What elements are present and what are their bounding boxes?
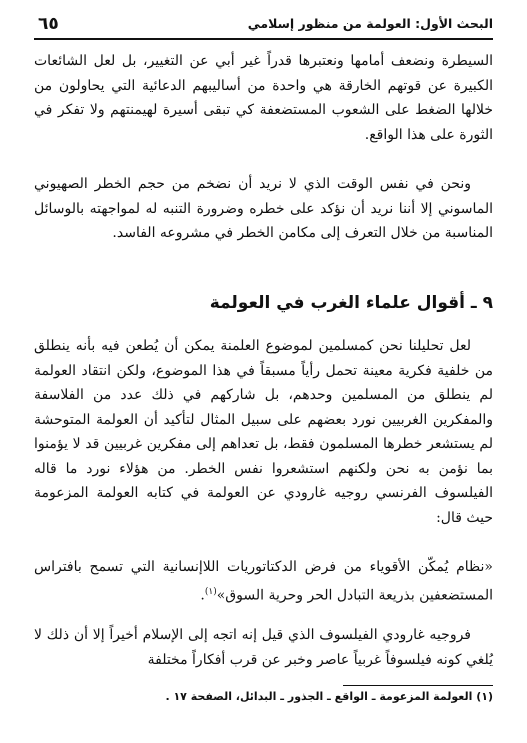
footnote — [34, 690, 493, 703]
header-rule — [34, 38, 493, 40]
page-number: ٦٥ — [38, 14, 59, 34]
running-header — [34, 14, 493, 36]
footnote-reference: (١) — [204, 586, 217, 597]
header-title: البحث الأول: العولمة من منظور إسلامي — [247, 16, 493, 31]
garaudy-quote: «نظام يُمكّن الأقوياء من فرض الدكتاتوريات اللاإنسانية التي تسمح بافتراس المستضعفين بذريعة التبادل الحر وحرية السوق»$^{(١)}$. — [34, 559, 493, 604]
footnote-marker: (١) — [476, 690, 493, 703]
paragraph-3: لعل تحليلنا نحن كمسلمين لموضوع العلمنة يمكن أن يُطعن فيه بأنه ينطلق من خلفية فكرية معينة تحمل رأياً مسبقاً في هذا الموضوع، ولكن انتقاد العولمة لم ينطلق من المسلمين وحدهم، بل شاركهم في ذلك عدد من الفلاسفة والمفكرين الغربيين نورد بعضهم على سبيل المثال لتأكيد أن العولمة المتوحشة لم يستشعر خطرها المسلمون فقط، بل تعداهم إلى مفكرين غربيين قد لا يؤمنوا بما نؤمن به نحن ولكنهم استشعروا نفس الخطر. من هؤلاء نورد ما قاله الفيلسوف الفرنسي روجيه غارودي عن العولمة في كتابه العولمة المزعومة حيث قال: — [34, 338, 493, 526]
paragraph-2: ونحن في نفس الوقت الذي لا نريد أن نضخم من حجم الخطر الصهيوني الماسوني إلا أننا نريد أن نؤكد على خطره وضرورة التنبه له لمواجهته بالوسائل المناسبة من خلال التعرف إلى مكامن الخطر في مشروعه الفاسد. — [34, 176, 493, 241]
section-heading: ٩ ـ أقوال علماء الغرب في العولمة — [209, 293, 493, 313]
footnote-text: العولمة المزعومة ـ الواقع ـ الجذور ـ البدائل، الصفحة ١٧ . — [165, 690, 473, 703]
footnote-rule — [343, 685, 493, 686]
paragraph-4: فروجيه غارودي الفيلسوف الذي قيل إنه اتجه إلى الإسلام أخيراً إلا أن ذلك لا يُلغي كونه فيلسوفاً غربياً عاصر وخبر عن قرب أفكاراً مختلفة — [34, 627, 493, 668]
paragraph-1: السيطرة ونضعف أمامها ونعتبرها قدراً غير أبي عن التغيير، بل لعل الشائعات الكبيرة عن قوتهم الخارقة هي واحدة من أساليبهم الدعائية التي يحاولون من خلالها الضغط على الشعوب المستضعفة كي تبقى أسيرة لهيمنتهم ولا تفكر في الثورة على هذا الواقع. — [34, 53, 493, 143]
quote-text: «نظام يُمكّن الأقوياء من فرض الدكتاتوريات اللاإنسانية التي تسمح بافتراس المستضعفين بذريعة التبادل الحر وحرية السوق» — [34, 559, 493, 604]
